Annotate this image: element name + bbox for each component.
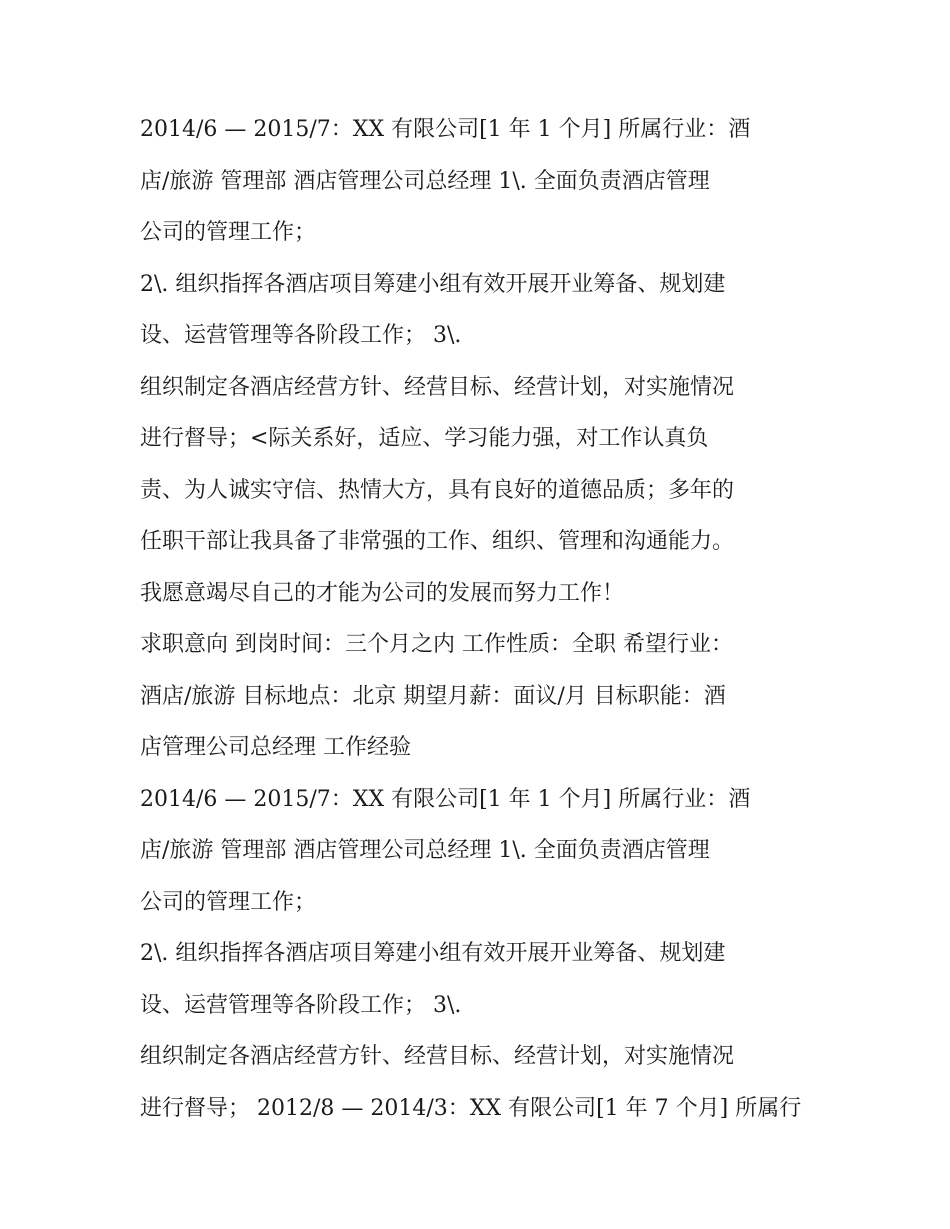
text-line: 2\. 组织指挥各酒店项目筹建小组有效开展开业筹备、规划建: [140, 271, 726, 297]
text-line: 组织制定各酒店经营方针、经营目标、经营计划，对实施情况: [140, 374, 735, 400]
text-line: 进行督导；<际关系好，适应、学习能力强，对工作认真负: [140, 426, 709, 451]
text-line: 店/旅游 管理部 酒店管理公司总经理 1\. 全面负责酒店管理: [140, 838, 710, 863]
text-line: 2\. 组织指挥各酒店项目筹建小组有效开展开业筹备、规划建: [140, 941, 726, 966]
text-line: 任职干部让我具备了非常强的工作、组织、管理和沟通能力。: [140, 529, 735, 554]
text-line: 我愿意竭尽自己的才能为公司的发展而努力工作！: [140, 580, 625, 606]
text-line: 组织制定各酒店经营方针、经营目标、经营计划，对实施情况: [140, 1044, 735, 1069]
text-line: 2014/6 — 2015/7：XX 有限公司[1 年 1 个月] 所属行业：酒: [140, 786, 751, 812]
text-line: 公司的管理工作；: [140, 889, 317, 915]
text-line: 设、运营管理等各阶段工作； 3\.: [140, 992, 462, 1018]
text-line: 进行督导； 2012/8 — 2014/3：XX 有限公司[1 年 7 个月] 所属行: [140, 1095, 802, 1121]
text-line: 酒店/旅游 目标地点：北京 期望月薪：面议/月 目标职能：酒: [140, 683, 726, 709]
text-line: 求职意向 到岗时间：三个月之内 工作性质：全职 希望行业：: [140, 632, 733, 657]
text-line: 公司的管理工作；: [140, 220, 317, 245]
text-line: 设、运营管理等各阶段工作； 3\.: [140, 323, 462, 348]
text-line: 责、为人诚实守信、热情大方，具有良好的道德品质；多年的: [140, 477, 735, 503]
text-line: 店管理公司总经理 工作经验: [140, 735, 411, 760]
text-line: 店/旅游 管理部 酒店管理公司总经理 1\. 全面负责酒店管理: [140, 168, 710, 194]
resume-text-block: [140, 110, 820, 1140]
text-line: 2014/6 — 2015/7：XX 有限公司[1 年 1 个月] 所属行业：酒: [140, 117, 751, 142]
